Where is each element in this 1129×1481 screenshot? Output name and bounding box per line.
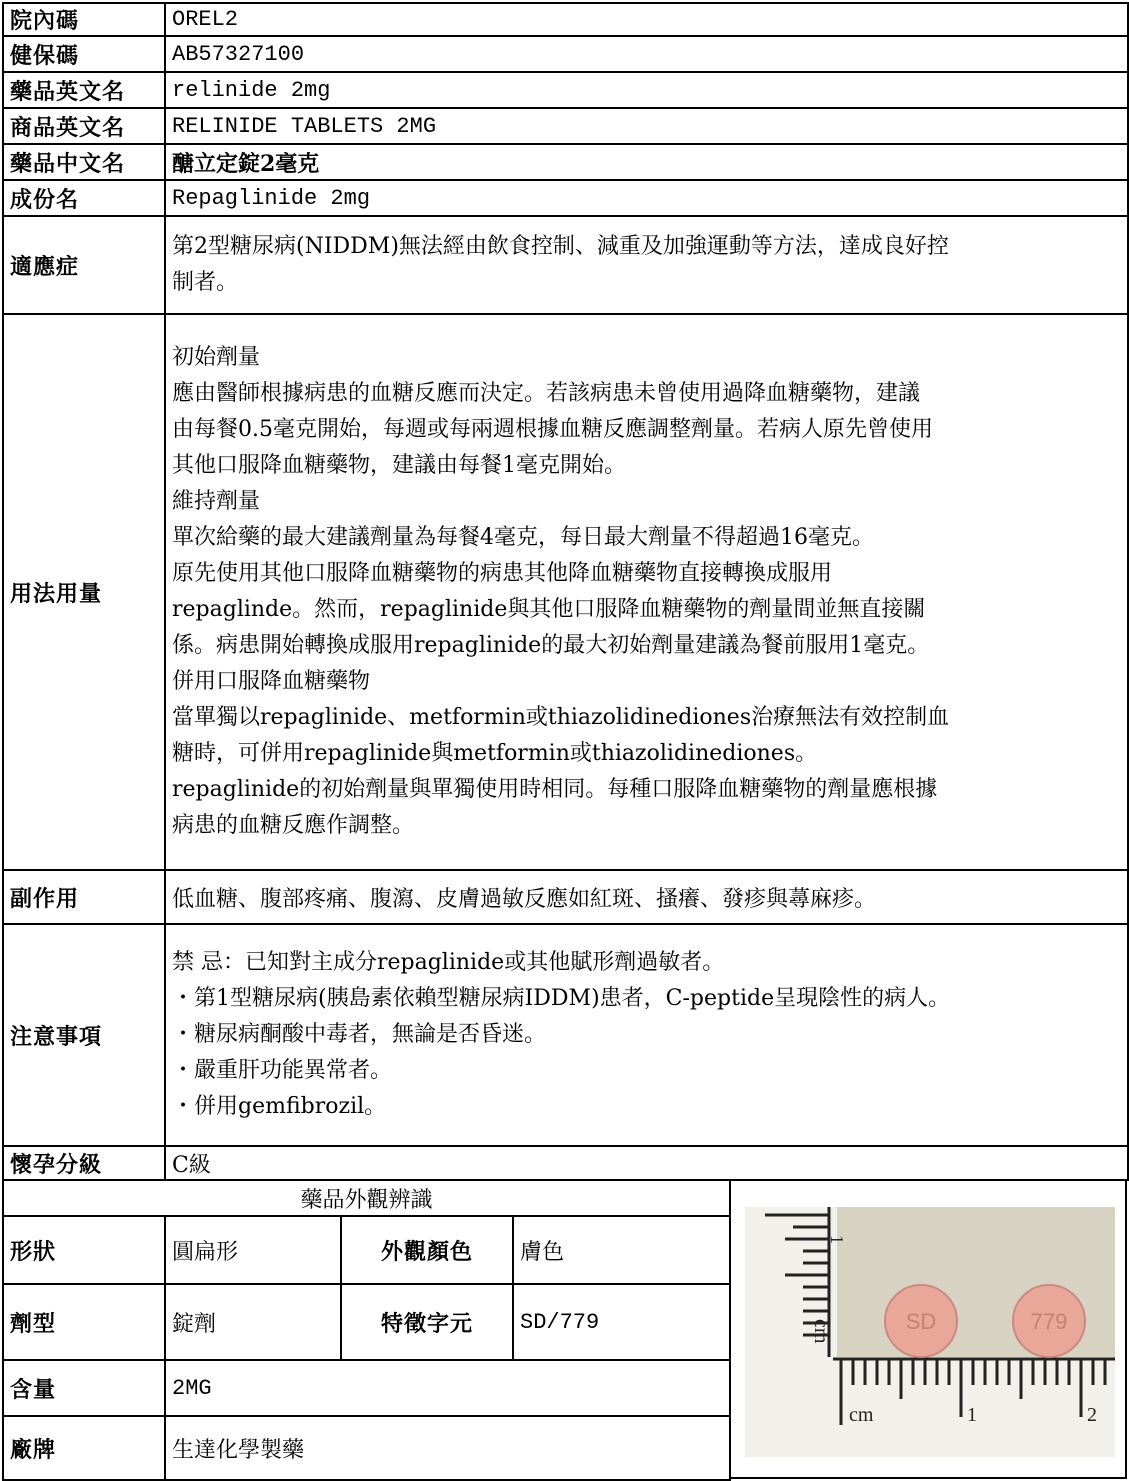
- dosage-line: 初始劑量: [172, 345, 261, 370]
- row-precautions: [3, 924, 1128, 1146]
- label-brand: 廠牌: [3, 1416, 165, 1480]
- dosage-line: 單次給藥的最大建議劑量為每餐4毫克，每日最大劑量不得超過16毫克。: [172, 525, 874, 550]
- appearance-header: 藥品外觀辨識: [3, 1180, 730, 1216]
- value-brand: 生達化學製藥: [165, 1416, 730, 1480]
- label-chinese-name: 藥品中文名: [3, 144, 165, 180]
- appearance-header-row: [3, 1180, 730, 1216]
- row-brand-english-name: [3, 108, 1128, 144]
- appearance-table: [2, 1179, 731, 1481]
- label-hospital-code: 院內碼: [3, 3, 165, 36]
- value-color: 膚色: [513, 1216, 730, 1284]
- dosage-line: 病患的血糖反應作調整。: [172, 813, 415, 838]
- label-pregnancy: 懷孕分級: [3, 1146, 165, 1180]
- photo-cell: [729, 1179, 1127, 1479]
- dosage-line: 併用口服降血糖藥物: [172, 669, 371, 694]
- label-form: 劑型: [3, 1284, 165, 1360]
- horizontal-ruler-tick-1: 1: [967, 1404, 977, 1426]
- row-insurance-code: [3, 36, 1128, 72]
- value-english-name: relinide 2mg: [165, 72, 1128, 108]
- value-mark: SD/779: [513, 1284, 730, 1360]
- vertical-ruler-unit: cm: [810, 1319, 832, 1344]
- row-chinese-name: [3, 144, 1128, 180]
- dosage-line: 由每餐0.5毫克開始，每週或每兩週根據血糖反應調整劑量。若病人原先曾使用: [172, 417, 933, 442]
- value-side-effects: 低血糖、腹部疼痛、腹瀉、皮膚過敏反應如紅斑、搔癢、發疹與蕁麻疹。: [165, 870, 1128, 924]
- value-insurance-code: AB57327100: [165, 36, 1128, 72]
- appearance-row-brand: [3, 1416, 730, 1480]
- row-indication: [3, 216, 1128, 314]
- label-brand-english-name: 商品英文名: [3, 108, 165, 144]
- horizontal-ruler-unit: cm: [849, 1404, 874, 1426]
- row-pregnancy: [3, 1146, 1128, 1180]
- dosage-line: 當單獨以repaglinide、metformin或thiazolidinediones治療無法有效控制血: [172, 705, 950, 730]
- precaution-line: ・併用gemfibrozil。: [172, 1094, 387, 1119]
- precaution-line: ・第1型糖尿病(胰島素依賴型糖尿病IDDM)患者，C-peptide呈現陰性的病人。: [172, 986, 951, 1011]
- value-pregnancy: C級: [165, 1146, 1128, 1180]
- pill-photo: [745, 1207, 1115, 1457]
- label-dosage: 用法用量: [3, 314, 165, 870]
- label-content: 含量: [3, 1360, 165, 1416]
- label-mark: 特徵字元: [341, 1284, 513, 1360]
- label-ingredient: 成份名: [3, 180, 165, 216]
- value-shape: 圓扁形: [165, 1216, 341, 1284]
- row-ingredient: [3, 180, 1128, 216]
- horizontal-ruler-tick-2: 2: [1087, 1404, 1097, 1426]
- value-dosage: [165, 314, 1128, 870]
- label-indication: 適應症: [3, 216, 165, 314]
- dosage-line: 係。病患開始轉換成服用repaglinide的最大初始劑量建議為餐前服用1毫克。: [172, 633, 930, 658]
- dosage-line: repaglinde。然而，repaglinide與其他口服降血糖藥物的劑量間並無直接關: [172, 597, 926, 622]
- row-hospital-code: [3, 3, 1128, 36]
- dosage-line: 應由醫師根據病患的血糖反應而決定。若該病患未曾使用過降血糖藥物，建議: [172, 381, 921, 406]
- dosage-line: 糖時，可併用repaglinide與metformin或thiazolidinediones。: [172, 741, 818, 766]
- precaution-line: 禁 忌：已知對主成分repaglinide或其他賦形劑過敏者。: [172, 950, 725, 975]
- pill-front-imprint: SD: [905, 1309, 937, 1334]
- label-english-name: 藥品英文名: [3, 72, 165, 108]
- drug-info-table: [2, 2, 1129, 1181]
- row-english-name: [3, 72, 1128, 108]
- dosage-line: 維持劑量: [172, 489, 261, 514]
- label-insurance-code: 健保碼: [3, 36, 165, 72]
- value-indication: [165, 216, 1128, 314]
- dosage-line: 原先使用其他口服降血糖藥物的病患其他降血糖藥物直接轉換成服用: [172, 561, 833, 586]
- value-content: 2MG: [165, 1360, 730, 1416]
- appearance-row-content: [3, 1360, 730, 1416]
- label-color: 外觀顏色: [341, 1216, 513, 1284]
- precaution-line: ・嚴重肝功能異常者。: [172, 1058, 393, 1083]
- label-shape: 形狀: [3, 1216, 165, 1284]
- value-precautions: [165, 924, 1128, 1146]
- pill-back-imprint: 779: [1030, 1309, 1068, 1334]
- row-dosage: [3, 314, 1128, 870]
- dosage-line: repaglinide的初始劑量與單獨使用時相同。每種口服降血糖藥物的劑量應根據: [172, 777, 938, 802]
- value-hospital-code: OREL2: [165, 3, 1128, 36]
- appearance-row-shape: [3, 1216, 730, 1284]
- indication-line: 第2型糖尿病(NIDDM)無法經由飲食控制、減重及加強運動等方法，達成良好控: [172, 234, 949, 259]
- appearance-row-form: [3, 1284, 730, 1360]
- label-side-effects: 副作用: [3, 870, 165, 924]
- pill-front: [885, 1285, 957, 1357]
- value-brand-english-name: RELINIDE TABLETS 2MG: [165, 108, 1128, 144]
- vertical-ruler-label: 1: [827, 1235, 847, 1244]
- precaution-line: ・糖尿病酮酸中毒者，無論是否昏迷。: [172, 1022, 547, 1047]
- row-side-effects: [3, 870, 1128, 924]
- indication-line: 制者。: [172, 270, 239, 295]
- value-ingredient: Repaglinide 2mg: [165, 180, 1128, 216]
- value-chinese-name: 醣立定錠2毫克: [165, 144, 1128, 180]
- value-form: 錠劑: [165, 1284, 341, 1360]
- label-precautions: 注意事項: [3, 924, 165, 1146]
- pill-back: [1013, 1285, 1085, 1357]
- dosage-line: 其他口服降血糖藥物，建議由每餐1毫克開始。: [172, 453, 626, 478]
